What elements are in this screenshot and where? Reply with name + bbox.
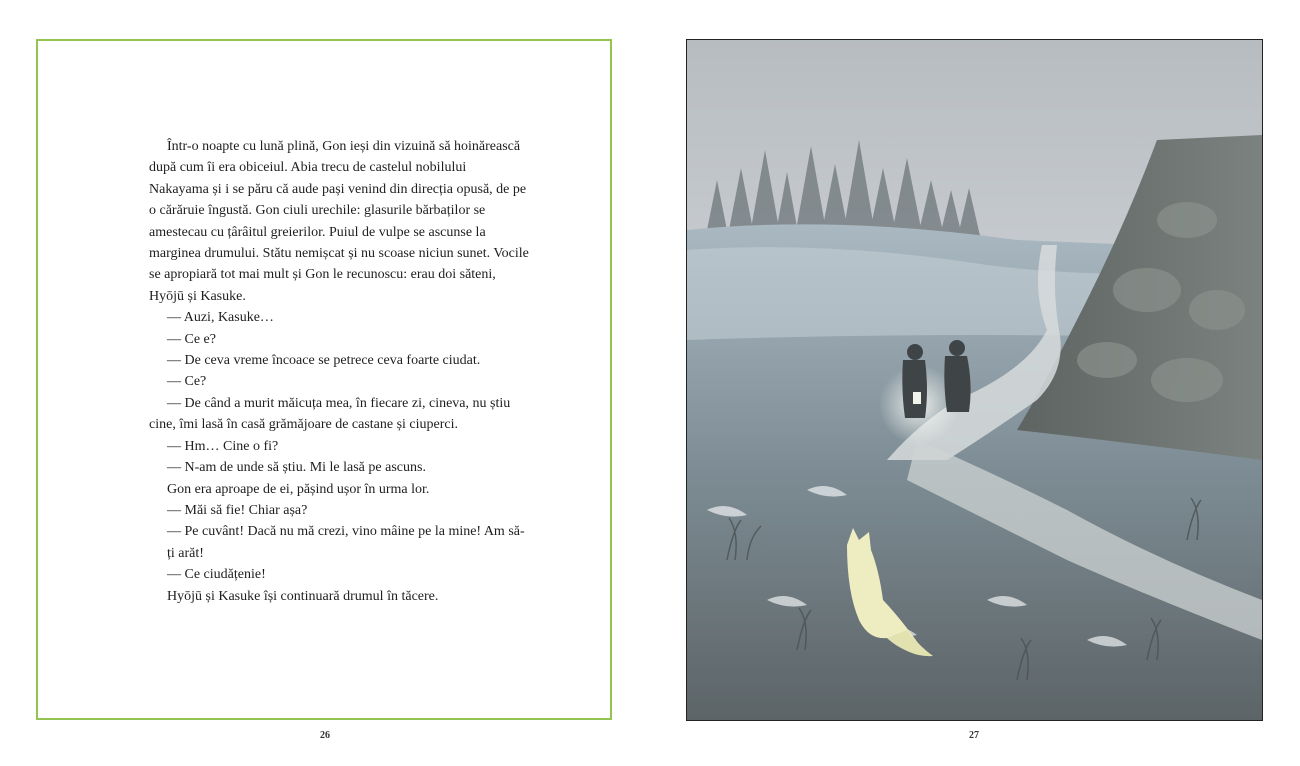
paragraph: Într-o noapte cu lună plină, Gon ieși din vizuină să hoinărească după cum îi era obiceiul. Abia trecu de castelul nobilului Nakayama și i se păru că aude pași venind din direcția opusă, de pe o cărăruie îngustă. Gon ciuli urechile: glasurile bărbaților se amestecau cu țârâitul greierilor. Puiul de vulpe se ascunse la marginea drumului. Stătu nemișcat și nu scoase niciun sunet. Vocile se apropiară tot mai mult și Gon le recunoscu: erau doi săteni, Hyōjū și Kasuke. xyxy=(149,139,529,304)
page-number-right: 27 xyxy=(969,730,979,741)
left-page-frame xyxy=(36,39,612,720)
paragraph: — Hm… Cine o fi? xyxy=(167,438,279,454)
paragraph: Hyōjū și Kasuke își continuară drumul în tăcere. xyxy=(167,588,439,604)
paragraph: — De ceva vreme încoace se petrece ceva foarte ciudat. xyxy=(167,353,481,369)
page-number-left: 26 xyxy=(320,730,330,741)
lantern-icon xyxy=(913,392,921,404)
paragraph: — Ce ciudățenie! xyxy=(167,567,266,583)
paragraph: — Auzi, Kasuke… xyxy=(167,310,274,326)
paragraph: — Măi să fie! Chiar așa? xyxy=(167,502,308,518)
paragraph: — N-am de unde să știu. Mi le lasă pe ascuns. xyxy=(167,460,426,476)
illustration-night-path xyxy=(686,39,1263,721)
paragraph: — Ce e? xyxy=(167,331,216,347)
paragraph: — De când a murit măicuța mea, în fiecare zi, cineva, nu știu cine, îmi lasă în casă grămăjoare de castane și ciuperci. xyxy=(149,395,511,433)
illustration-svg xyxy=(687,40,1262,720)
story-text xyxy=(149,136,529,607)
paragraph: — Ce? xyxy=(167,374,207,390)
paragraph: — Pe cuvânt! Dacă nu mă crezi, vino mâine pe la mine! Am să-ți arăt! xyxy=(167,524,525,561)
paragraph: Gon era aproape de ei, pășind ușor în urma lor. xyxy=(167,481,430,497)
